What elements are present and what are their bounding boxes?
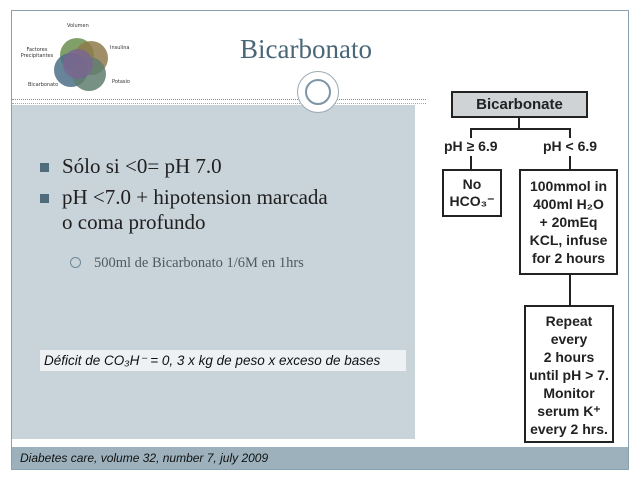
left-condition-label: pH ≥ 6.9 bbox=[444, 138, 498, 154]
flowchart-header-box: Bicarbonate bbox=[451, 91, 588, 118]
connector bbox=[470, 156, 472, 169]
logo-label-volumen: Volumen bbox=[67, 23, 89, 29]
square-bullet-icon bbox=[40, 194, 49, 203]
venn-logo bbox=[12, 15, 157, 95]
infusion-line: + 20mEq bbox=[539, 214, 598, 230]
connector bbox=[470, 128, 472, 138]
logo-label-factores: Factores Precipitantes bbox=[20, 47, 54, 59]
circle-bullet-icon bbox=[70, 257, 81, 268]
right-condition-label: pH < 6.9 bbox=[543, 138, 598, 154]
slide-title: Bicarbonato bbox=[240, 34, 372, 64]
bullet-text: Sólo si <0= pH 7.0 bbox=[62, 154, 222, 178]
connector bbox=[470, 128, 570, 130]
infusion-box bbox=[519, 169, 618, 275]
left-result-line: No bbox=[462, 176, 482, 192]
infusion-line: for 2 hours bbox=[531, 250, 606, 266]
footer-bar bbox=[12, 447, 628, 469]
circle-bicarbonato bbox=[63, 49, 93, 79]
repeat-line: serum K⁺ bbox=[537, 403, 601, 419]
left-result-line: HCO₃⁻ bbox=[449, 193, 495, 209]
ring-inner bbox=[305, 79, 331, 105]
logo-label-bicarbonato: Bicarbonato bbox=[28, 82, 59, 88]
no-bicarbonate-box bbox=[442, 169, 502, 217]
sub-bullet-text: 500ml de Bicarbonato 1/6M en 1hrs bbox=[94, 255, 304, 271]
repeat-line: Monitor bbox=[543, 385, 595, 401]
ring-ornament bbox=[297, 71, 339, 113]
formula-strip: Déficit de CO₃H⁻ = 0, 3 x kg de peso x exceso de bases bbox=[40, 350, 406, 371]
bullet-text: pH <7.0 + hipotension marcada o coma profundo bbox=[62, 185, 328, 234]
connector bbox=[569, 275, 571, 305]
connector bbox=[569, 128, 571, 138]
bullet-list bbox=[38, 154, 418, 272]
bullet-item bbox=[38, 185, 418, 235]
infusion-line: 400ml H₂O bbox=[533, 196, 604, 212]
infusion-line: 100mmol in bbox=[529, 178, 608, 194]
square-bullet-icon bbox=[40, 163, 49, 172]
repeat-line: every 2 hrs. bbox=[530, 421, 608, 437]
repeat-box bbox=[524, 305, 614, 443]
sub-bullet-item bbox=[68, 255, 418, 272]
logo-label-insulina: Insulina bbox=[110, 45, 130, 51]
citation-text: Diabetes care, volume 32, number 7, july 2009 bbox=[20, 451, 269, 465]
slide bbox=[11, 10, 629, 470]
repeat-line: every bbox=[550, 331, 588, 347]
connector bbox=[569, 156, 571, 169]
logo-label-potasio: Potasio bbox=[112, 79, 130, 85]
repeat-line: Repeat bbox=[545, 313, 593, 329]
bicarbonate-flowchart bbox=[426, 83, 628, 458]
repeat-line: 2 hours bbox=[543, 349, 595, 365]
infusion-line: KCL, infuse bbox=[529, 232, 608, 248]
bullet-item bbox=[38, 154, 418, 179]
repeat-line: until pH > 7. bbox=[529, 367, 609, 383]
